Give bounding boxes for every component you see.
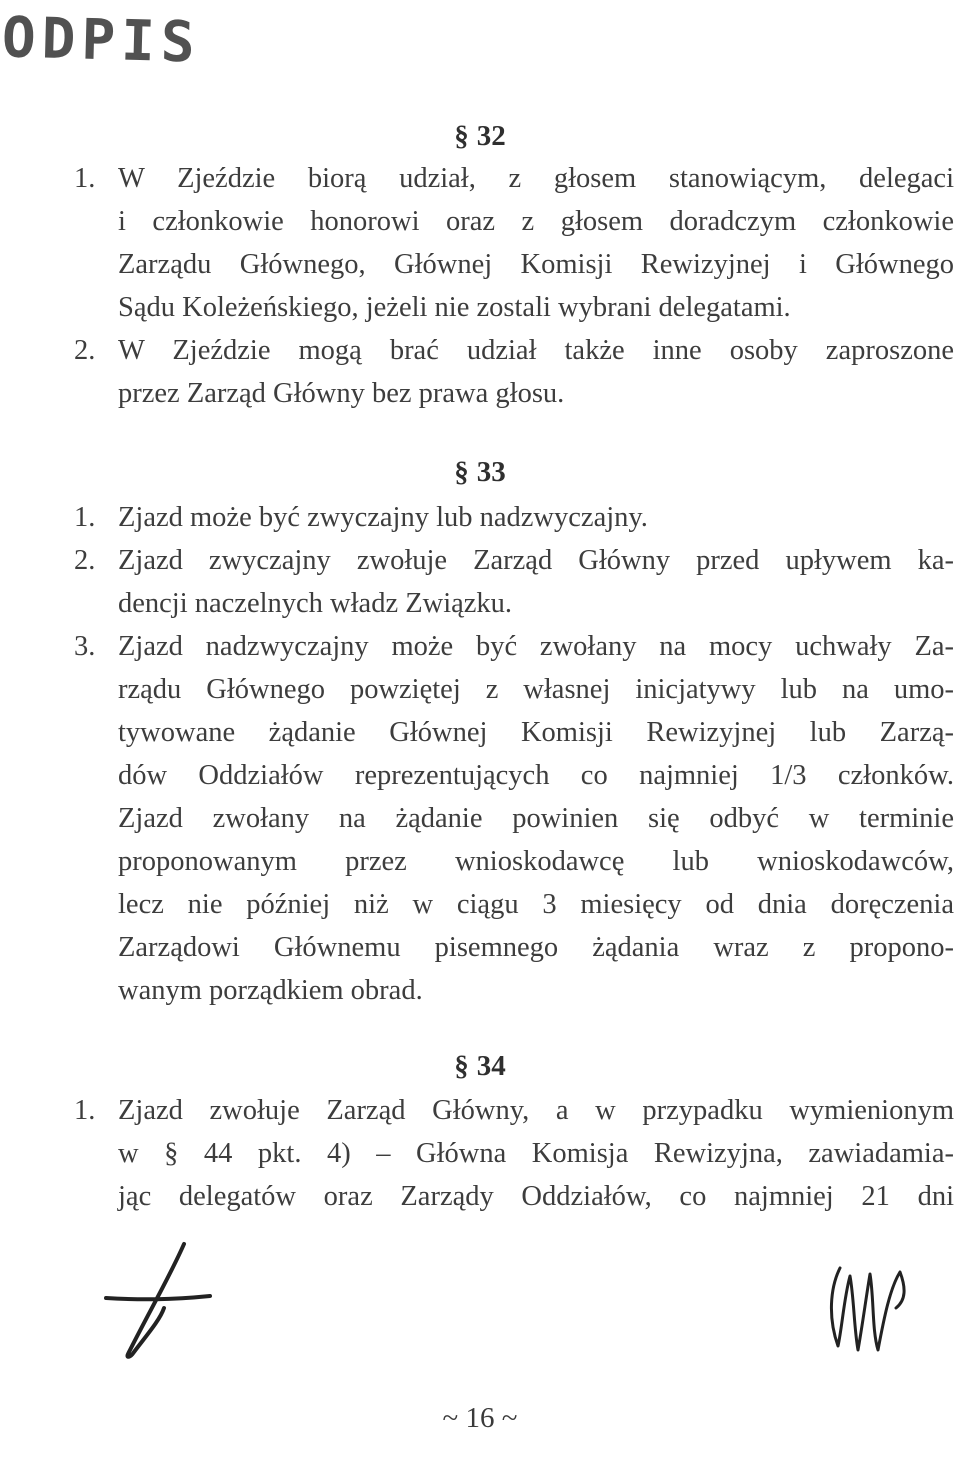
signature-left	[100, 1236, 220, 1366]
text-line: W Zjeździe mogą brać udział także inne osoby zaproszone	[118, 335, 954, 366]
item-number: 1.	[74, 502, 96, 533]
section-heading-34: § 34	[454, 1050, 506, 1082]
text-line: Sądu Koleżeńskiego, jeżeli nie zostali wybrani delegatami.	[118, 292, 791, 323]
item-number: 2.	[74, 545, 96, 576]
item-number: 2.	[74, 335, 96, 366]
item-number: 1.	[74, 1095, 96, 1126]
text-line: rządu Głównego powziętej z własnej inicjatywy lub na umo-	[118, 674, 954, 705]
text-line: Zjazd zwołuje Zarząd Główny, a w przypadku wymienionym	[118, 1095, 954, 1126]
item-number: 1.	[74, 163, 96, 194]
item-number: 3.	[74, 631, 96, 662]
text-line: dencji naczelnych władz Związku.	[118, 588, 513, 619]
text-line: lecz nie później niż w ciągu 3 miesięcy od dnia doręczenia	[118, 889, 954, 920]
text-line: Zjazd zwołany na żądanie powinien się odbyć w terminie	[118, 803, 954, 834]
text-line: Zarządowi Głównemu pisemnego żądania wraz z propono-	[118, 932, 954, 963]
signature-right	[820, 1238, 920, 1358]
section-heading-32: § 32	[454, 120, 506, 152]
text-line: Zjazd zwyczajny zwołuje Zarząd Główny przed upływem ka-	[118, 545, 954, 576]
text-line: w § 44 pkt. 4) – Główna Komisja Rewizyjna, zawiadamia-	[118, 1138, 954, 1169]
text-line: przez Zarząd Główny bez prawa głosu.	[118, 378, 565, 409]
text-line: jąc delegatów oraz Zarządy Oddziałów, co najmniej 21 dni	[118, 1181, 954, 1212]
text-line: W Zjeździe biorą udział, z głosem stanowiącym, delegaci	[118, 163, 954, 194]
page-number: ~ 16 ~	[442, 1402, 518, 1434]
text-line: i członkowie honorowi oraz z głosem doradczym członkowie	[118, 206, 954, 237]
text-line: Zjazd nadzwyczajny może być zwołany na mocy uchwały Za-	[118, 631, 954, 662]
text-line: proponowanym przez wnioskodawcę lub wnioskodawców,	[118, 846, 954, 877]
section-heading-33: § 33	[454, 456, 506, 488]
stamp: ODPIS	[1, 5, 202, 76]
text-line: dów Oddziałów reprezentujących co najmniej 1/3 członków.	[118, 760, 954, 791]
text-line: wanym porządkiem obrad.	[118, 975, 423, 1006]
text-line: tywowane żądanie Głównej Komisji Rewizyjnej lub Zarzą-	[118, 717, 954, 748]
text-line: Zarządu Głównego, Głównej Komisji Rewizyjnej i Głównego	[118, 249, 954, 280]
text-line: Zjazd może być zwyczajny lub nadzwyczajny.	[118, 502, 648, 533]
